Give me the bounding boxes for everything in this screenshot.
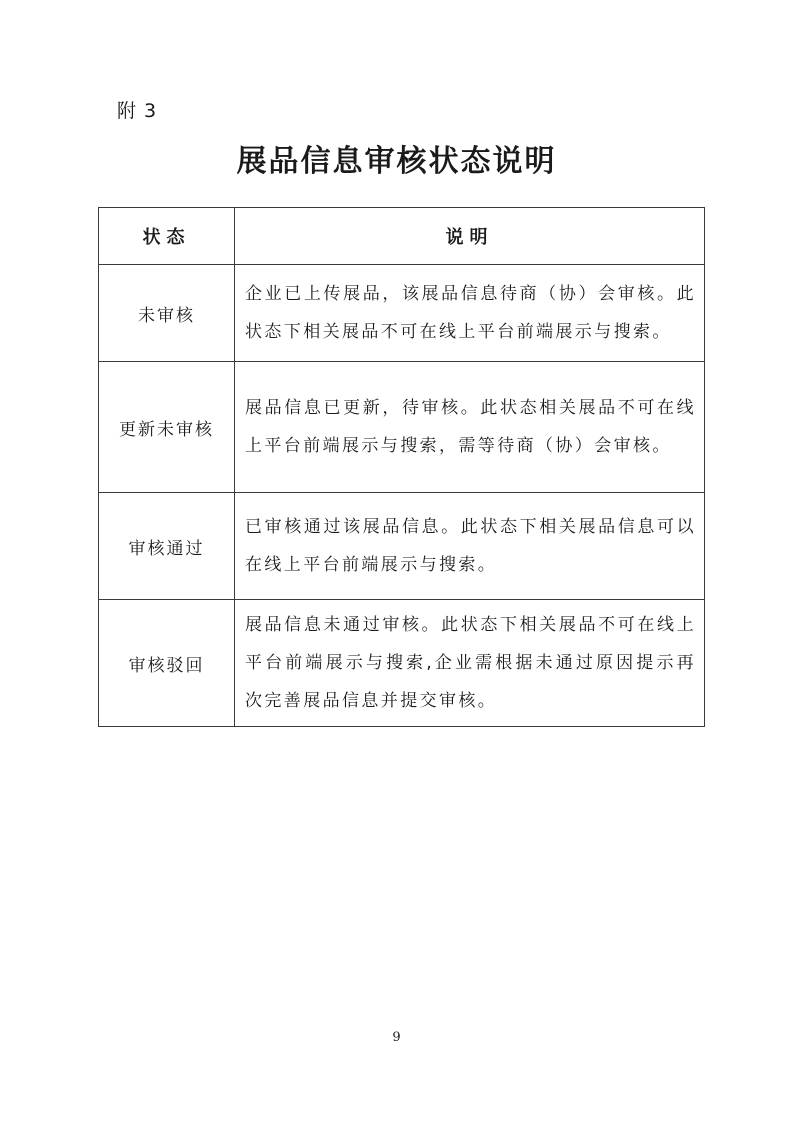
document-title: 展品信息审核状态说明 [236,144,557,179]
row-description: 展品信息未通过审核。此状态下相关展品不可在线上平台前端展示与搜索,企业需根据未通过原因提示再次完善展品信息并提交审核。 [235,600,705,727]
page-number: 9 [392,1030,401,1045]
table-header-row [99,208,705,265]
row-status: 更新未审核 [99,362,235,493]
row-description: 企业已上传展品，该展品信息待商（协）会审核。此状态下相关展品不可在线上平台前端展示与搜索。 [235,265,705,362]
row-status: 未审核 [99,265,235,362]
table-row [99,493,705,600]
row-description: 已审核通过该展品信息。此状态下相关展品信息可以在线上平台前端展示与搜索。 [235,493,705,600]
table-row [99,600,705,727]
table-row [99,265,705,362]
row-status: 审核通过 [99,493,235,600]
table-row [99,362,705,493]
status-table [98,207,705,727]
attachment-label: 附 3 [117,100,158,122]
row-description: 展品信息已更新，待审核。此状态相关展品不可在线上平台前端展示与搜索，需等待商（协）会审核。 [235,362,705,493]
row-status: 审核驳回 [99,600,235,727]
header-status: 状态 [99,208,235,265]
header-description: 说明 [235,208,705,265]
